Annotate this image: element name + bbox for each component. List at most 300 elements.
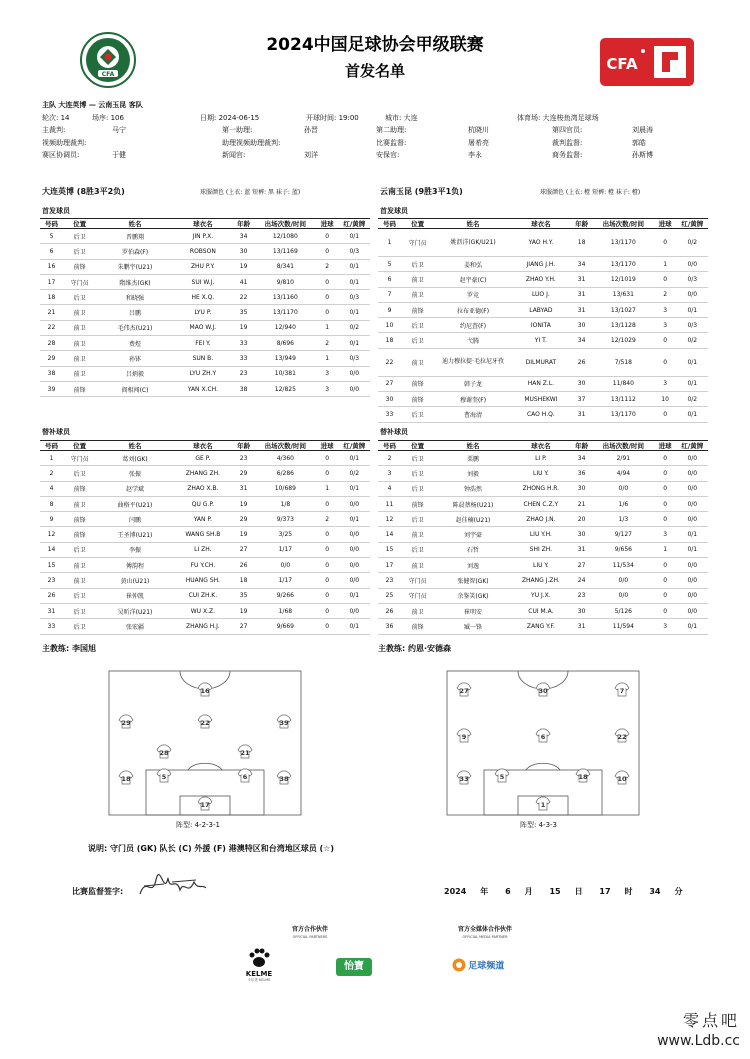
table-row	[40, 603, 370, 618]
cell-age: 30	[570, 481, 593, 496]
cell-goals: 0	[654, 496, 677, 511]
ar1: 孙晋	[304, 126, 318, 134]
official-partners-sub: OFFICIAL PARTNERS	[292, 935, 328, 939]
cell-shirt-name: MAO W.J.	[174, 320, 232, 335]
cell-age: 34	[570, 333, 593, 348]
cell-position: 后卫	[401, 466, 434, 481]
cell-goals: 1	[316, 320, 339, 335]
cell-appearances: 11/594	[593, 619, 654, 634]
cell-goals: 10	[654, 392, 677, 407]
away-kit-colors: 球服颜色 (上衣: 橙 短裤: 橙 袜子: 橙)	[540, 189, 641, 196]
cell-shirt-name: LIU Y.	[512, 466, 570, 481]
cell-number: 11	[378, 496, 401, 511]
col-header-number: 号码	[40, 441, 63, 451]
cell-number: 4	[40, 481, 63, 496]
cell-goals: 0	[654, 573, 677, 588]
cell-appearances: 9/266	[255, 588, 316, 603]
cell-position: 后卫	[63, 542, 96, 557]
cell-goals: 1	[316, 481, 339, 496]
cell-shirt-name: YI T.	[512, 333, 570, 348]
cell-age: 31	[570, 407, 593, 422]
watermark-url: www.Ldb.cc	[657, 1033, 740, 1049]
cell-appearances: 12/825	[255, 381, 316, 396]
player-shirt-22	[615, 729, 629, 742]
cell-position: 后卫	[401, 407, 434, 422]
cell-shirt-name: CUI ZH.K.	[174, 588, 232, 603]
security-officer-label: 安保官:	[376, 151, 400, 159]
cell-goals: 0	[316, 573, 339, 588]
cell-position: 前卫	[63, 496, 96, 511]
cell-number: 23	[378, 573, 401, 588]
table-row	[378, 318, 708, 333]
cell-appearances: 9/656	[593, 542, 654, 557]
cell-number: 30	[378, 392, 401, 407]
cell-appearances: 10/689	[255, 481, 316, 496]
football-channel-icon	[452, 958, 466, 972]
cell-number: 28	[40, 336, 63, 351]
player-shirt-28	[157, 745, 171, 758]
home-subs-label: 替补球员	[42, 428, 70, 436]
cell-cards: 0/1	[339, 481, 370, 496]
cell-number: 15	[378, 542, 401, 557]
cell-number: 29	[40, 351, 63, 366]
cell-goals: 0	[316, 451, 339, 466]
table-row	[40, 274, 370, 289]
cell-position: 前锋	[63, 527, 96, 542]
cell-age: 20	[570, 512, 593, 527]
cell-goals: 0	[316, 542, 339, 557]
cell-age: 29	[232, 466, 255, 481]
cell-position: 后卫	[401, 318, 434, 333]
cell-age: 18	[232, 573, 255, 588]
table-row	[378, 272, 708, 287]
cell-appearances: 13/1170	[255, 305, 316, 320]
cell-name: 晋鹏翔	[96, 229, 173, 244]
signature-label: 比赛监督签字:	[72, 887, 124, 896]
cell-appearances: 1/8	[255, 496, 316, 511]
cell-name: 赵宇豪(C)	[434, 272, 511, 287]
sign-datetime	[444, 886, 696, 897]
cell-number: 9	[40, 512, 63, 527]
col-header-appearances: 出场次数/时间	[255, 219, 316, 229]
league-title: 2024中国足球协会甲级联赛	[266, 35, 484, 55]
player-shirt-17	[198, 797, 212, 810]
shirt-number: 21	[240, 749, 250, 757]
cell-number: 1	[40, 451, 63, 466]
cell-goals: 3	[316, 366, 339, 381]
cell-name: 拉布亚德(F)	[434, 302, 511, 317]
cell-appearances: 1/17	[255, 542, 316, 557]
cell-age: 23	[570, 588, 593, 603]
cell-age: 41	[232, 274, 255, 289]
cell-appearances: 9/669	[255, 619, 316, 634]
cell-name: 余鉴笑(GK)	[434, 588, 511, 603]
col-header-shirt-name: 球衣名	[174, 219, 232, 229]
penalty-arc	[188, 763, 222, 770]
cell-shirt-name: IONITA	[512, 318, 570, 333]
cell-appearances: 1/6	[593, 496, 654, 511]
cell-appearances: 3/25	[255, 527, 316, 542]
col-header-name: 姓名	[434, 219, 511, 229]
cell-position: 前卫	[401, 527, 434, 542]
col-header-position: 位置	[63, 441, 96, 451]
kelme-text: KELME	[245, 970, 273, 978]
player-shirt-27	[457, 683, 471, 696]
document-header	[0, 0, 750, 92]
cell-name: 穆谢奎(F)	[434, 392, 511, 407]
cell-age: 19	[232, 259, 255, 274]
away-subs-label: 替补球员	[380, 428, 408, 436]
table-header-row	[40, 441, 370, 451]
cell-position: 前卫	[401, 558, 434, 573]
watermark	[630, 1008, 740, 1049]
table-row	[40, 229, 370, 244]
cell-name: 栗鹏	[434, 451, 511, 466]
table-row	[40, 527, 370, 542]
cell-cards: 0/0	[339, 527, 370, 542]
cell-position: 前锋	[401, 619, 434, 634]
month-unit: 月	[524, 887, 533, 896]
table-header-row	[40, 219, 370, 229]
cell-goals: 0	[316, 496, 339, 511]
cell-name: 陈晨蔡杨(U21)	[434, 496, 511, 511]
cell-goals: 0	[654, 603, 677, 618]
col-header-shirt-name: 球衣名	[174, 441, 232, 451]
cell-appearances: 4/360	[255, 451, 316, 466]
day-unit: 日	[574, 887, 583, 896]
home-starters-table	[40, 218, 370, 397]
table-row	[378, 588, 708, 603]
shirt-number: 30	[538, 687, 548, 695]
cell-name: 王圣博(U21)	[96, 527, 173, 542]
cell-appearances: 6/286	[255, 466, 316, 481]
cell-cards: 0/0	[677, 257, 708, 272]
cell-age: 27	[570, 558, 593, 573]
official-partners-label: 官方合作伙伴	[291, 926, 328, 933]
cell-number: 1	[378, 229, 401, 257]
shirt-number: 38	[279, 775, 289, 783]
cell-number: 12	[40, 527, 63, 542]
cell-name: 费煜	[96, 336, 173, 351]
shirt-number: 17	[200, 801, 210, 809]
cell-goals: 0	[316, 290, 339, 305]
svg-text:CFA: CFA	[606, 55, 638, 73]
table-row	[378, 376, 708, 391]
cell-name: 石哲	[434, 542, 511, 557]
cell-number: 7	[378, 287, 401, 302]
coordinator-label: 赛区协调员:	[42, 151, 80, 159]
cell-shirt-name: SUN B.	[174, 351, 232, 366]
cell-shirt-name: LUO J.	[512, 287, 570, 302]
cell-appearances: 2/91	[593, 451, 654, 466]
cell-name: 罗伯森(F)	[96, 244, 173, 259]
col-header-shirt-name: 球衣名	[512, 441, 570, 451]
shirt-number: 16	[200, 687, 210, 695]
table-row	[378, 392, 708, 407]
cell-goals: 3	[654, 619, 677, 634]
cell-position: 前卫	[401, 603, 434, 618]
player-shirt-29	[119, 715, 133, 728]
cell-goals: 0	[316, 527, 339, 542]
shirt-number: 5	[499, 773, 505, 781]
cell-shirt-name: FU Y.CH.	[174, 558, 232, 573]
cell-appearances: 8/341	[255, 259, 316, 274]
cell-number: 17	[40, 274, 63, 289]
cell-appearances: 9/810	[255, 274, 316, 289]
cell-appearances: 0/0	[593, 481, 654, 496]
avar-label: 助理视频助理裁判:	[222, 138, 281, 147]
cell-position: 前卫	[63, 573, 96, 588]
cell-shirt-name: YAO H.Y.	[512, 229, 570, 257]
table-row	[40, 619, 370, 634]
cell-shirt-name: HE X.Q.	[174, 290, 232, 305]
cell-appearances: 9/127	[593, 527, 654, 542]
cell-cards: 0/2	[677, 333, 708, 348]
cell-name: 隋维杰(GK)	[96, 274, 173, 289]
cell-appearances: 5/126	[593, 603, 654, 618]
cell-cards: 0/0	[677, 603, 708, 618]
player-shirt-30	[536, 683, 550, 696]
cell-cards: 0/1	[677, 407, 708, 422]
cell-goals: 2	[654, 287, 677, 302]
cell-shirt-name: CUI M.A.	[512, 603, 570, 618]
cell-cards: 0/0	[339, 573, 370, 588]
col-header-cards: 红/黄牌	[339, 219, 370, 229]
cell-age: 37	[570, 392, 593, 407]
sign-minute: 34	[649, 887, 661, 896]
cell-position: 后卫	[63, 229, 96, 244]
table-row	[40, 366, 370, 381]
shirt-number: 18	[578, 773, 588, 781]
cell-age: 30	[232, 244, 255, 259]
cell-cards: 0/0	[339, 542, 370, 557]
player-shirt-1	[536, 797, 550, 810]
home-subs-table	[40, 440, 370, 635]
cell-cards: 0/1	[339, 305, 370, 320]
table-row	[378, 333, 708, 348]
cell-name: 吕鹏	[96, 305, 173, 320]
col-header-goals: 进球	[654, 219, 677, 229]
commissioner-label: 比赛监督:	[376, 138, 407, 147]
cell-appearances: 13/1170	[593, 257, 654, 272]
cell-shirt-name: CAO H.Q.	[512, 407, 570, 422]
cell-cards: 0/1	[677, 527, 708, 542]
col-header-appearances: 出场次数/时间	[593, 219, 654, 229]
cell-position: 前锋	[401, 496, 434, 511]
cell-age: 19	[232, 320, 255, 335]
cell-name: 张宏疆	[96, 619, 173, 634]
away-coach: 主教练: 约恩·安德森	[378, 644, 452, 653]
cell-goals: 0	[654, 466, 677, 481]
cell-appearances: 13/631	[593, 287, 654, 302]
cell-number: 31	[40, 603, 63, 618]
cell-goals: 1	[316, 351, 339, 366]
cell-goals: 0	[316, 466, 339, 481]
cell-shirt-name: ZHANG J.ZH.	[512, 573, 570, 588]
shirt-number: 6	[540, 733, 546, 741]
cell-name: 赵佳楠(U21)	[434, 512, 511, 527]
table-row	[378, 496, 708, 511]
player-shirt-10	[615, 771, 629, 784]
cell-goals: 0	[654, 451, 677, 466]
table-row	[40, 451, 370, 466]
away-formation: 阵型: 4-3-3	[520, 821, 557, 829]
cell-position: 后卫	[401, 257, 434, 272]
player-shirt-6	[238, 769, 252, 782]
cell-shirt-name: HAN Z.L.	[512, 376, 570, 391]
cell-position: 前卫	[401, 348, 434, 376]
cell-number: 21	[40, 305, 63, 320]
cell-age: 31	[570, 542, 593, 557]
cell-appearances: 4/94	[593, 466, 654, 481]
table-row	[40, 290, 370, 305]
home-formation: 阵型: 4-2-3-1	[176, 821, 220, 829]
cell-shirt-name: ZHONG H.R.	[512, 481, 570, 496]
cell-position: 前锋	[401, 392, 434, 407]
cell-shirt-name: LI ZH.	[174, 542, 232, 557]
col-header-cards: 红/黄牌	[339, 441, 370, 451]
cell-number: 6	[40, 244, 63, 259]
cell-appearances: 1/3	[593, 512, 654, 527]
player-shirt-9	[457, 729, 471, 742]
cell-number: 33	[378, 407, 401, 422]
yibao-logo: 怡寶	[336, 958, 372, 976]
cell-number: 26	[40, 588, 63, 603]
kelme-sub: 卡尔美 KELME	[247, 978, 271, 982]
cell-position: 前锋	[401, 376, 434, 391]
cell-name: 吕炳毅	[96, 366, 173, 381]
shirt-number: 5	[161, 773, 167, 781]
cell-age: 33	[232, 336, 255, 351]
shirt-number: 39	[279, 719, 289, 727]
shirt-number: 22	[617, 733, 627, 741]
col-header-position: 位置	[63, 219, 96, 229]
cell-number: 22	[40, 320, 63, 335]
cell-position: 后卫	[401, 451, 434, 466]
table-row	[40, 381, 370, 396]
cell-age: 24	[570, 573, 593, 588]
table-row	[40, 558, 370, 573]
venue: 体育场: 大连梭鱼湾足球场	[517, 113, 599, 122]
cell-shirt-name: JIANG J.H.	[512, 257, 570, 272]
cell-age: 33	[232, 351, 255, 366]
cell-shirt-name: ZHANG ZH.	[174, 466, 232, 481]
col-header-age: 年龄	[570, 441, 593, 451]
security-officer: 李永	[468, 151, 482, 159]
cell-position: 前卫	[63, 305, 96, 320]
cell-goals: 3	[316, 381, 339, 396]
cell-number: 18	[40, 290, 63, 305]
player-shirt-38	[277, 771, 291, 784]
assessor: 郭皓	[632, 138, 646, 147]
cell-cards: 0/1	[339, 619, 370, 634]
assessor-label: 裁判监督:	[552, 138, 583, 147]
cell-appearances: 13/1160	[255, 290, 316, 305]
table-row	[378, 542, 708, 557]
table-header-row	[378, 219, 708, 229]
match-number: 场序: 106	[92, 113, 124, 122]
sign-year: 2024	[444, 887, 467, 896]
cell-position: 前锋	[63, 512, 96, 527]
table-row	[40, 305, 370, 320]
cell-name: 刘宇豪	[434, 527, 511, 542]
cell-position: 前卫	[63, 336, 96, 351]
football-channel-text: 足球频道	[468, 961, 505, 972]
cell-age: 27	[232, 542, 255, 557]
cell-goals: 3	[654, 376, 677, 391]
cell-shirt-name: ROBSON	[174, 244, 232, 259]
cell-goals: 0	[654, 588, 677, 603]
cell-number: 22	[378, 348, 401, 376]
table-row	[378, 527, 708, 542]
hour-unit: 时	[624, 887, 633, 896]
cell-appearances: 10/381	[255, 366, 316, 381]
cell-appearances: 0/0	[255, 558, 316, 573]
cell-cards: 0/1	[677, 376, 708, 391]
cell-cards: 0/1	[339, 274, 370, 289]
cell-cards: 0/0	[677, 496, 708, 511]
table-row	[378, 229, 708, 257]
cell-cards: 0/0	[677, 451, 708, 466]
cell-number: 5	[378, 257, 401, 272]
cell-goals: 0	[654, 272, 677, 287]
cell-appearances: 13/1112	[593, 392, 654, 407]
cell-number: 2	[40, 466, 63, 481]
cell-shirt-name: SUI W.J.	[174, 274, 232, 289]
match-teams: 主队 大连英博 — 云南玉昆 客队	[42, 101, 143, 109]
penalty-arc	[526, 763, 560, 770]
cell-age: 21	[570, 496, 593, 511]
cell-age: 30	[570, 603, 593, 618]
kickoff-time: 开球时间: 19:00	[306, 113, 359, 122]
cell-age: 31	[570, 272, 593, 287]
cell-appearances: 13/1169	[255, 244, 316, 259]
table-row	[378, 603, 708, 618]
cell-cards: 0/1	[339, 512, 370, 527]
cell-number: 9	[378, 302, 401, 317]
shirt-number: 1	[540, 801, 546, 809]
cell-cards: 0/2	[339, 466, 370, 481]
cell-shirt-name: DILMURAT	[512, 348, 570, 376]
cell-name: 钟浩然	[434, 481, 511, 496]
press-officer: 刘洋	[304, 151, 318, 159]
cell-cards: 0/0	[677, 588, 708, 603]
cell-goals: 0	[316, 305, 339, 320]
cell-cards: 0/0	[339, 366, 370, 381]
cell-age: 31	[570, 302, 593, 317]
table-row	[40, 496, 370, 511]
col-header-goals: 进球	[316, 441, 339, 451]
cell-appearances: 9/373	[255, 512, 316, 527]
cell-name: 姜和弘	[434, 257, 511, 272]
cell-appearances: 7/518	[593, 348, 654, 376]
player-shirt-22	[198, 715, 212, 728]
cell-position: 前锋	[63, 481, 96, 496]
cell-cards: 0/3	[339, 244, 370, 259]
table-row	[378, 257, 708, 272]
away-team-name: 云南玉昆 (9胜3平1负)	[380, 187, 463, 196]
cell-position: 前锋	[401, 302, 434, 317]
col-header-number: 号码	[40, 219, 63, 229]
cell-position: 守门员	[401, 573, 434, 588]
cell-position: 守门员	[401, 229, 434, 257]
shirt-number: 10	[617, 775, 627, 783]
cell-cards: 0/3	[339, 351, 370, 366]
table-row	[40, 351, 370, 366]
table-row	[40, 320, 370, 335]
cell-goals: 3	[654, 527, 677, 542]
cell-goals: 0	[316, 229, 339, 244]
